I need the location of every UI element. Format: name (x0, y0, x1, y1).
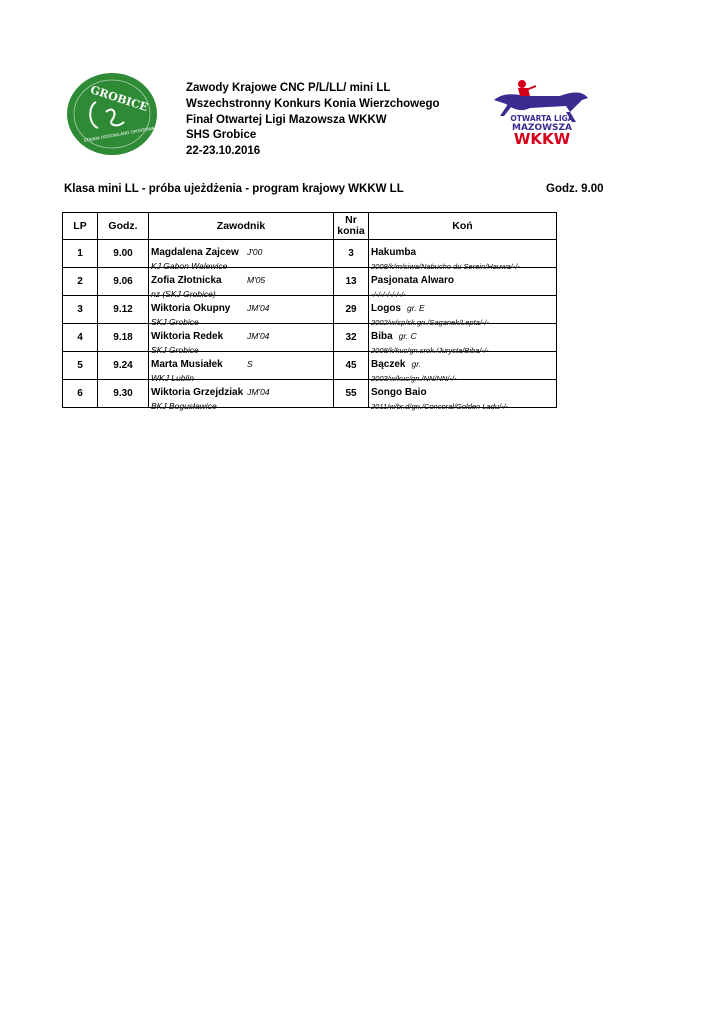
rider-name: Marta Musiałek (151, 359, 223, 370)
header-time: Godz. (98, 213, 149, 240)
row-lp: 4 (63, 324, 98, 352)
row-lp: 6 (63, 380, 98, 408)
header-horse-number (334, 213, 369, 240)
rider-category: M'05 (247, 275, 266, 285)
header-nr-line2: konia (337, 225, 365, 237)
row-rider (149, 240, 334, 271)
event-venue: SHS Grobice (186, 129, 257, 142)
row-horse-number: 32 (334, 324, 369, 352)
rider-club: nz (SKJ Grobice) (151, 289, 216, 299)
rider-name: Wiktoria Okupny (151, 303, 231, 314)
class-title: Klasa mini LL - próba ujeżdżenia - program krajowy WKKW LL (64, 183, 404, 195)
row-rider (149, 268, 334, 299)
row-horse-number: 13 (334, 268, 369, 296)
horse-pedigree: -/-/-/-/-/-/-/- (371, 290, 406, 299)
horse-name: Songo Baio (371, 387, 427, 398)
row-horse (369, 268, 557, 299)
rider-category: JM'04 (247, 303, 270, 313)
event-subtitle: Wszechstronny Konkurs Konia Wierzchowego (186, 97, 440, 110)
header-rider: Zawodnik (149, 213, 334, 240)
table-row (63, 296, 557, 324)
horse-group: gr. C (398, 331, 417, 341)
row-horse (369, 296, 557, 327)
horse-group: gr. E (407, 303, 425, 313)
row-lp: 1 (63, 240, 98, 268)
rider-club: KJ Gabon Walewice (151, 261, 228, 271)
horse-name: Hakumba (371, 247, 417, 258)
row-rider (149, 380, 334, 411)
rider-category: J'00 (247, 247, 263, 257)
horse-pedigree: 2008/k/kuc/gn.srok./Jurysta/Biba/-/- (371, 346, 489, 355)
horse-pedigree: 2008/k/m/siwa/Nabucho du Serein/Hauwa/-/- (371, 262, 520, 271)
horse-pedigree: 2002/w/sp/sk.gn./Saganek/Lepta/-/- (371, 318, 489, 327)
row-lp: 2 (63, 268, 98, 296)
rider-name: Wiktoria Redek (151, 331, 224, 342)
row-horse-number: 29 (334, 296, 369, 324)
start-list-table (62, 212, 557, 411)
table-row (63, 380, 557, 408)
row-horse (369, 380, 557, 411)
event-title: Zawody Krajowe CNC P/L/LL/ mini LL (186, 82, 391, 94)
row-horse-number: 45 (334, 352, 369, 380)
otwarta-liga-logo (490, 78, 590, 148)
horse-name: Pasjonata Alwaro (371, 275, 454, 286)
row-time: 9.06 (98, 268, 149, 296)
horse-name: Logos (371, 303, 401, 314)
table-row (63, 352, 557, 380)
horse-group: gr. (411, 359, 422, 369)
table-row (63, 268, 557, 296)
table-header-row (63, 213, 557, 240)
row-horse (369, 352, 557, 383)
grobice-logo (66, 72, 158, 156)
rider-club: BKJ Bogusławice (151, 401, 217, 411)
row-time: 9.24 (98, 352, 149, 380)
grobice-brand-text: GROBICE (88, 83, 150, 115)
event-dates: 22-23.10.2016 (186, 145, 261, 158)
row-horse (369, 324, 557, 355)
row-horse (369, 240, 557, 271)
row-lp: 3 (63, 296, 98, 324)
table-row (63, 240, 557, 268)
row-rider (149, 296, 334, 327)
rider-name: Wiktoria Grzejdziak (151, 387, 244, 398)
class-start-time: Godz. 9.00 (546, 183, 604, 195)
row-lp: 5 (63, 352, 98, 380)
liga-line1: OTWARTA LIGA (510, 114, 574, 123)
horse-pedigree: 2011/w/br.d/gn./Concoral/Golden Ladu/-/- (371, 402, 509, 411)
row-time: 9.30 (98, 380, 149, 408)
rider-club: SKJ Grobice (151, 317, 199, 327)
rider-category: JM'04 (247, 331, 270, 341)
horse-name: Bączek (371, 359, 406, 370)
row-time: 9.00 (98, 240, 149, 268)
rider-club: WKJ Lublin (151, 373, 194, 383)
rider-name: Magdalena Zajcew (151, 247, 239, 258)
row-horse-number: 55 (334, 380, 369, 408)
header-nr-line1: Nr (345, 214, 357, 226)
rider-name: Zofia Złotnicka (151, 275, 222, 286)
event-header (186, 81, 440, 160)
liga-line2: MAZOWSZA (512, 123, 572, 133)
table-row (63, 324, 557, 352)
header-lp: LP (63, 213, 98, 240)
horse-name: Biba (371, 331, 393, 342)
rider-category: JM'04 (247, 387, 270, 397)
horse-pedigree: 2003/w/kuc/gn./NN/NN/-/- (371, 374, 457, 383)
rider-club: SKJ Grobice (151, 345, 199, 355)
header-horse: Koń (369, 213, 557, 240)
liga-line3: WKKW (513, 130, 571, 148)
row-horse-number: 3 (334, 240, 369, 268)
event-final: Finał Otwartej Ligi Mazowsza WKKW (186, 113, 387, 126)
row-time: 9.18 (98, 324, 149, 352)
grobice-ring-text: STAJNIA HODOWLANO-SPORTOWA (83, 125, 155, 143)
rider-category: S (247, 359, 253, 369)
row-rider (149, 352, 334, 383)
row-time: 9.12 (98, 296, 149, 324)
row-rider (149, 324, 334, 355)
